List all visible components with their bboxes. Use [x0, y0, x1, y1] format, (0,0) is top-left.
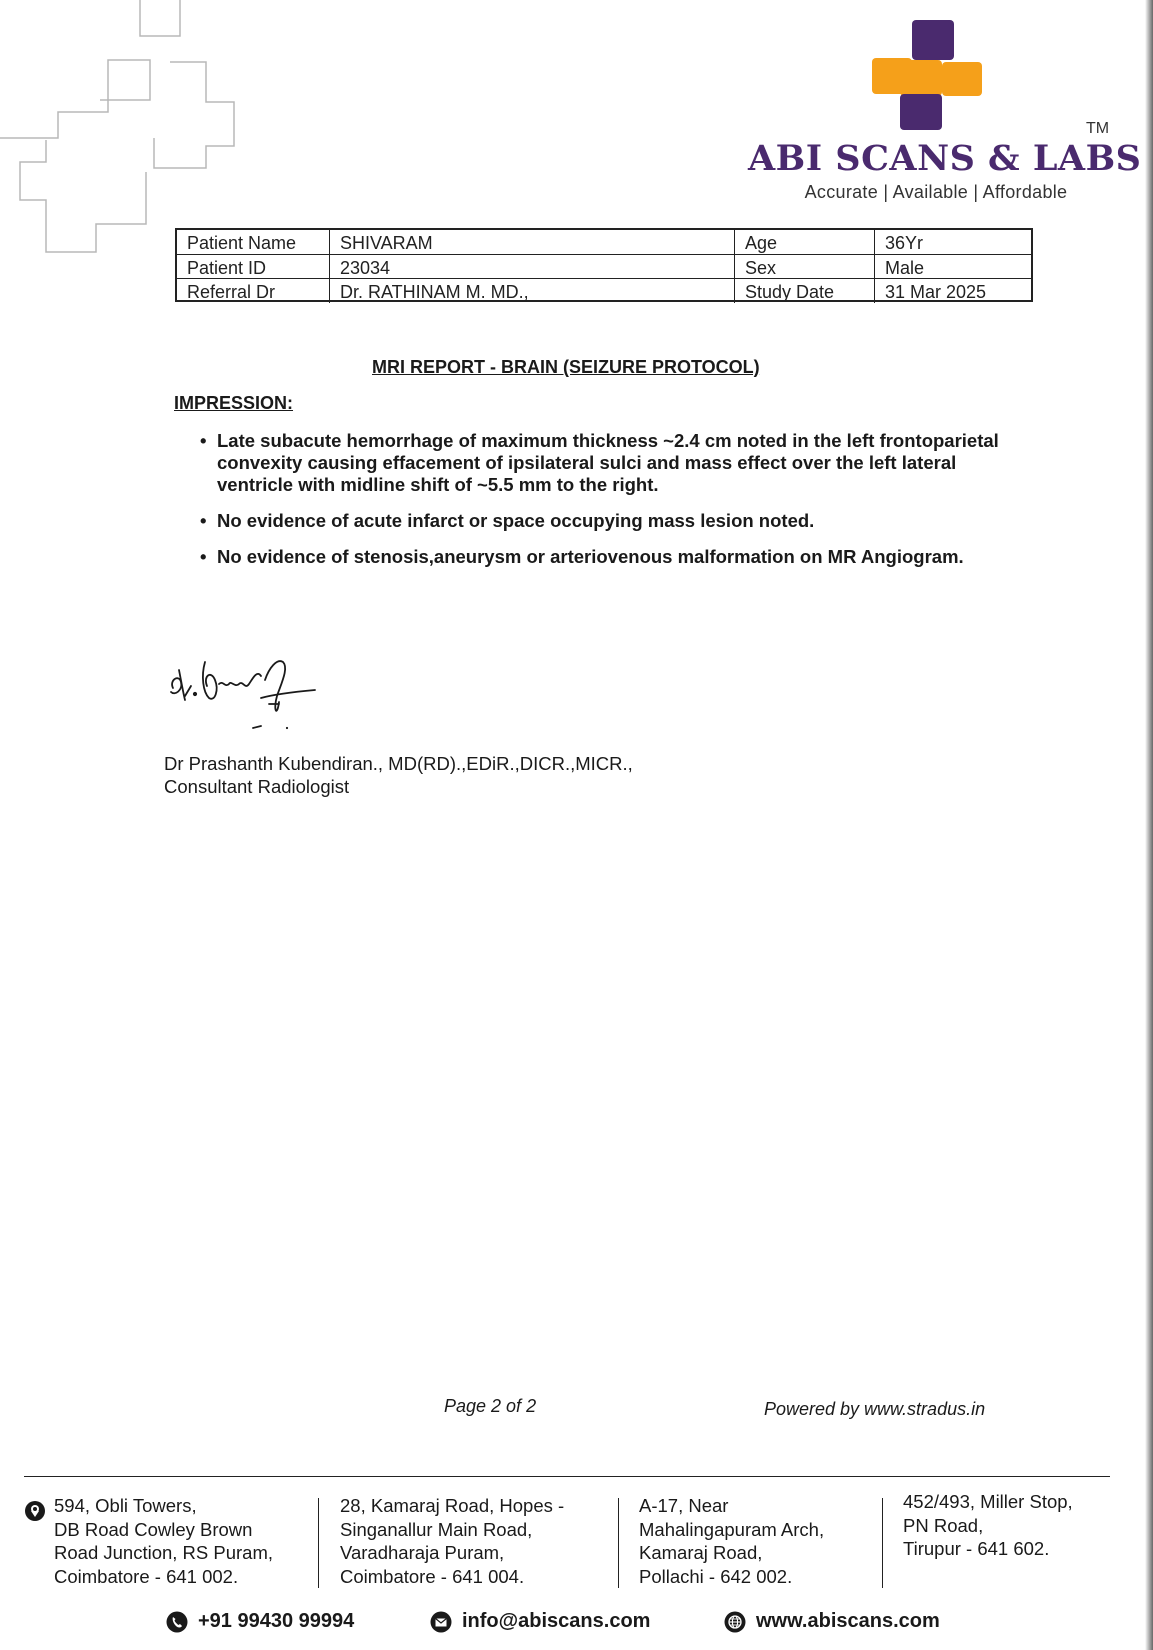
page-number: Page 2 of 2	[444, 1396, 537, 1416]
study-date-label: Study Date	[734, 279, 874, 303]
patient-id-value: 23034	[329, 255, 734, 279]
abi-logo-icon	[872, 20, 984, 132]
footer-divider	[24, 1476, 1110, 1477]
website-contact[interactable]	[724, 1610, 940, 1633]
impression-item: • No evidence of acute infarct or space occupying mass lesion noted.	[200, 510, 1000, 532]
powered-by-text: Powered by www.stradus.in	[764, 1399, 986, 1419]
globe-icon	[724, 1611, 746, 1633]
impression-list	[200, 430, 1000, 568]
email-contact[interactable]	[430, 1610, 650, 1633]
sex-value: Male	[874, 255, 1031, 279]
signatory-designation: Consultant Radiologist	[164, 776, 350, 797]
address-line: 28, Kamaraj Road, Hopes -	[340, 1495, 565, 1516]
table-row	[177, 254, 1031, 279]
address-line: A-17, Near	[639, 1495, 729, 1516]
brand-tagline: Accurate | Available | Affordable	[804, 182, 1068, 202]
email-address: info@abiscans.com	[462, 1610, 651, 1632]
email-icon	[430, 1611, 452, 1633]
table-row	[177, 278, 1031, 303]
referral-dr-label: Referral Dr	[187, 282, 276, 302]
location-pin-icon	[24, 1500, 46, 1522]
signatory-block	[164, 752, 633, 798]
address-line: PN Road,	[903, 1514, 984, 1536]
impression-item: • Late subacute hemorrhage of maximum thickness ~2.4 cm noted in the left frontoparietal convexity causing effacement of ipsilateral sulci and mass effect over the left lateral ventricle with midline shift of ~5.5 mm to the right.	[200, 430, 1000, 496]
address-divider	[882, 1498, 883, 1588]
address-line: DB Road Cowley Brown	[54, 1518, 253, 1540]
address-line: Singanallur Main Road,	[340, 1518, 533, 1540]
patient-id-label: Patient ID	[187, 258, 267, 278]
address-line: Tirupur - 641 602.	[903, 1538, 1050, 1559]
address-line: Pollachi - 642 002.	[639, 1565, 793, 1587]
address-tirupur	[903, 1490, 1073, 1561]
decorative-cross-outlines	[0, 0, 240, 260]
patient-name-value: SHIVARAM	[329, 230, 734, 254]
address-line: 594, Obli Towers,	[54, 1495, 197, 1516]
address-line: Coimbatore - 641 004.	[340, 1565, 525, 1587]
report-title: MRI REPORT - BRAIN (SEIZURE PROTOCOL)	[372, 357, 760, 377]
phone-contact[interactable]	[166, 1610, 354, 1633]
address-pollachi	[639, 1494, 824, 1588]
address-line: Road Junction, RS Puram,	[54, 1542, 274, 1563]
patient-name-label: Patient Name	[187, 233, 297, 253]
handwritten-signature	[165, 640, 335, 735]
phone-number: +91 99430 99994	[198, 1610, 355, 1632]
impression-heading: IMPRESSION:	[174, 393, 294, 413]
age-value: 36Yr	[874, 230, 1031, 254]
signatory-name: Dr Prashanth Kubendiran., MD(RD).,EDiR.,DICR.,MICR.,	[164, 753, 633, 774]
study-date-value: 31 Mar 2025	[874, 279, 1031, 303]
address-coimbatore-varadharaja-puram	[340, 1494, 564, 1588]
patient-info-table	[175, 228, 1033, 302]
address-line: Varadharaja Puram,	[340, 1542, 505, 1563]
brand-name: ABI SCANS & LABS	[748, 138, 1142, 179]
website-url: www.abiscans.com	[756, 1610, 940, 1632]
table-row	[177, 230, 1031, 254]
referral-dr-value: Dr. RATHINAM M. MD.,	[329, 279, 734, 303]
scan-page-edge	[1145, 0, 1153, 1650]
address-divider	[618, 1498, 619, 1588]
impression-item: • No evidence of stenosis,aneurysm or arteriovenous malformation on MR Angiogram.	[200, 546, 1000, 568]
sex-label: Sex	[734, 255, 874, 279]
address-divider	[318, 1498, 319, 1588]
age-label: Age	[734, 230, 874, 254]
address-line: Coimbatore - 641 002.	[54, 1565, 239, 1587]
phone-icon	[166, 1611, 188, 1633]
address-line: Kamaraj Road,	[639, 1542, 763, 1563]
address-coimbatore-rs-puram	[54, 1494, 273, 1588]
address-line: 452/493, Miller Stop,	[903, 1491, 1073, 1512]
address-line: Mahalingapuram Arch,	[639, 1518, 825, 1540]
trademark-mark: TM	[1086, 120, 1110, 137]
